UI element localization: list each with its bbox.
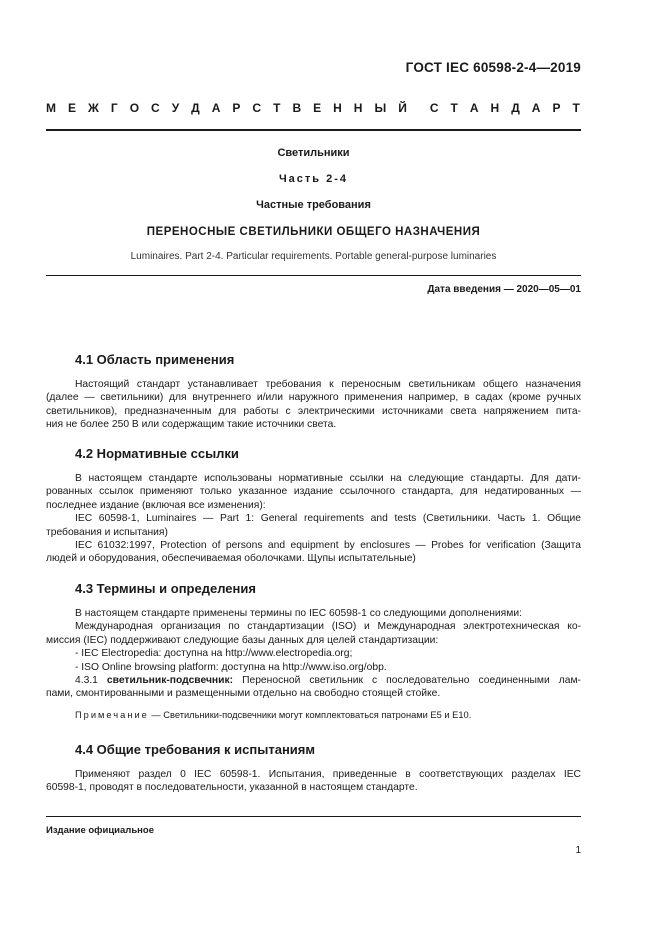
s43-term-line — [75, 674, 581, 687]
standard-code: ГОСТ IEC 60598-2-4—2019 — [405, 60, 581, 75]
interstate-letter: Т — [450, 101, 459, 115]
s41-line-2: (далее — светильники) для внутреннего и/или наружного применения например, в садах (кроме ручных — [46, 392, 581, 404]
interstate-letter: А — [531, 101, 542, 115]
interstate-letter: С — [252, 101, 263, 115]
s42-line-4: IEC 60598-1, Luminaires — Part 1: General requirements and tests (Светильники. Часть 1. Общие — [75, 513, 581, 525]
interstate-letter: У — [171, 101, 181, 115]
interstate-letter: Д — [191, 101, 201, 115]
interstate-standard-banner — [46, 101, 581, 115]
interstate-letter: Е — [313, 101, 323, 115]
interstate-letter: Т — [572, 101, 581, 115]
interstate-letter: Г — [110, 101, 119, 115]
top-rule — [46, 129, 581, 131]
note-text: — Светильники-подсвечники могут комплектоваться патронами Е5 и Е10. — [151, 710, 472, 720]
s42-line-1: В настоящем стандарте использованы нормативные ссылки на следующие стандарты. Для дати- — [75, 473, 581, 484]
section-heading-4-1: 4.1 Область применения — [75, 352, 235, 367]
s44-line-2: 60598-1, проводят в последовательности, указанной в настоящем стандарте. — [46, 782, 418, 794]
interstate-letter: А — [469, 101, 480, 115]
s44-line-1: Применяют раздел 0 IEC 60598-1. Испытания, приведенные в соответствующих разделах IEC — [75, 769, 581, 780]
interstate-letter: Р — [552, 101, 562, 115]
s43-line-7: пами, смонтированными и размещенными отдельно на свободно стоящей стойке. — [46, 688, 441, 700]
note-label: Примечание — [75, 710, 149, 720]
title-name: ПЕРЕНОСНЫЕ СВЕТИЛЬНИКИ ОБЩЕГО НАЗНАЧЕНИЯ — [146, 226, 481, 238]
s43-line-3: миссия (IEC) поддерживают следующие базы данных для целей стандартизации: — [46, 634, 439, 646]
section-heading-4-2: 4.2 Нормативные ссылки — [75, 446, 239, 461]
s43-list-item-electropedia: - IEC Electropedia: доступна на http://www.electropedia.org; — [75, 648, 353, 660]
interstate-letter: С — [429, 101, 440, 115]
interstate-letter: Ж — [88, 101, 100, 115]
interstate-letter: М — [46, 101, 57, 115]
title-part: Часть 2-4 — [278, 173, 349, 185]
interstate-letter: Н — [333, 101, 343, 115]
interstate-letter: О — [129, 101, 141, 115]
s43-list-item-iso-obp: - ISO Online browsing platform: доступна на http://www.iso.org/obp. — [75, 661, 387, 673]
s43-line-1: В настоящем стандарте применены термины по IEC 60598-1 со следующими дополнениями: — [75, 608, 522, 619]
s41-line-1: Настоящий стандарт устанавливает требования к переносным светильникам общего назначения — [75, 379, 581, 390]
s41-line-4: ния не более 250 В или содержащим такие источники света. — [46, 419, 337, 431]
title-rule — [46, 275, 581, 276]
s42-line-3: последнее издание (включая все изменения): — [46, 499, 266, 511]
interstate-letter: Й — [398, 101, 408, 115]
interstate-letter: А — [211, 101, 222, 115]
note — [75, 709, 581, 721]
s43-line-2: Международная организация по стандартизации (ISO) и Международная электротехническая ко- — [75, 621, 581, 633]
s42-line-2: рованных ссылок применяют только указанное издание ссылочного стандарта, для недатированных — — [46, 486, 581, 498]
interstate-letter: Н — [353, 101, 364, 115]
title-sub: Частные требования — [256, 199, 371, 211]
section-heading-4-3: 4.3 Термины и определения — [75, 581, 256, 596]
interstate-letter: Н — [490, 101, 501, 115]
interstate-letter: С — [151, 101, 161, 115]
interstate-letter: В — [292, 101, 303, 115]
section-heading-4-4: 4.4 Общие требования к испытаниям — [75, 742, 315, 757]
term-definition: Переносной светильник с последовательно соединенными лам- — [242, 675, 581, 686]
title-main: Светильники — [277, 147, 350, 159]
term-name: светильник-подсвечник: — [106, 675, 234, 686]
interstate-letter: Р — [232, 101, 242, 115]
s42-line-6: IEC 61032:1997, Protection of persons and equipment by enclosures — Probes for verification (Защита — [75, 540, 581, 551]
interstate-letter: Д — [511, 101, 521, 115]
term-number: 4.3.1 — [75, 675, 98, 686]
edition-label: Издание официальное — [46, 825, 154, 836]
s42-line-7: людей и оборудования, обеспечиваемая оболочками. Щупы испытательные) — [46, 553, 416, 565]
introduction-date: Дата введения — 2020—05—01 — [427, 284, 581, 295]
page-number: 1 — [575, 845, 581, 856]
s42-line-5: требования и испытания) — [46, 526, 168, 538]
interstate-letter: Ы — [374, 101, 388, 115]
s41-line-3: светильников), предназначенным для работы с электрическими источниками света напряжением пита- — [46, 405, 581, 417]
footer-rule — [46, 816, 581, 817]
interstate-letter: Е — [68, 101, 78, 115]
title-english: Luminaires. Part 2-4. Particular requirements. Portable general-purpose luminaries — [130, 251, 497, 262]
interstate-letter: Т — [273, 101, 282, 115]
